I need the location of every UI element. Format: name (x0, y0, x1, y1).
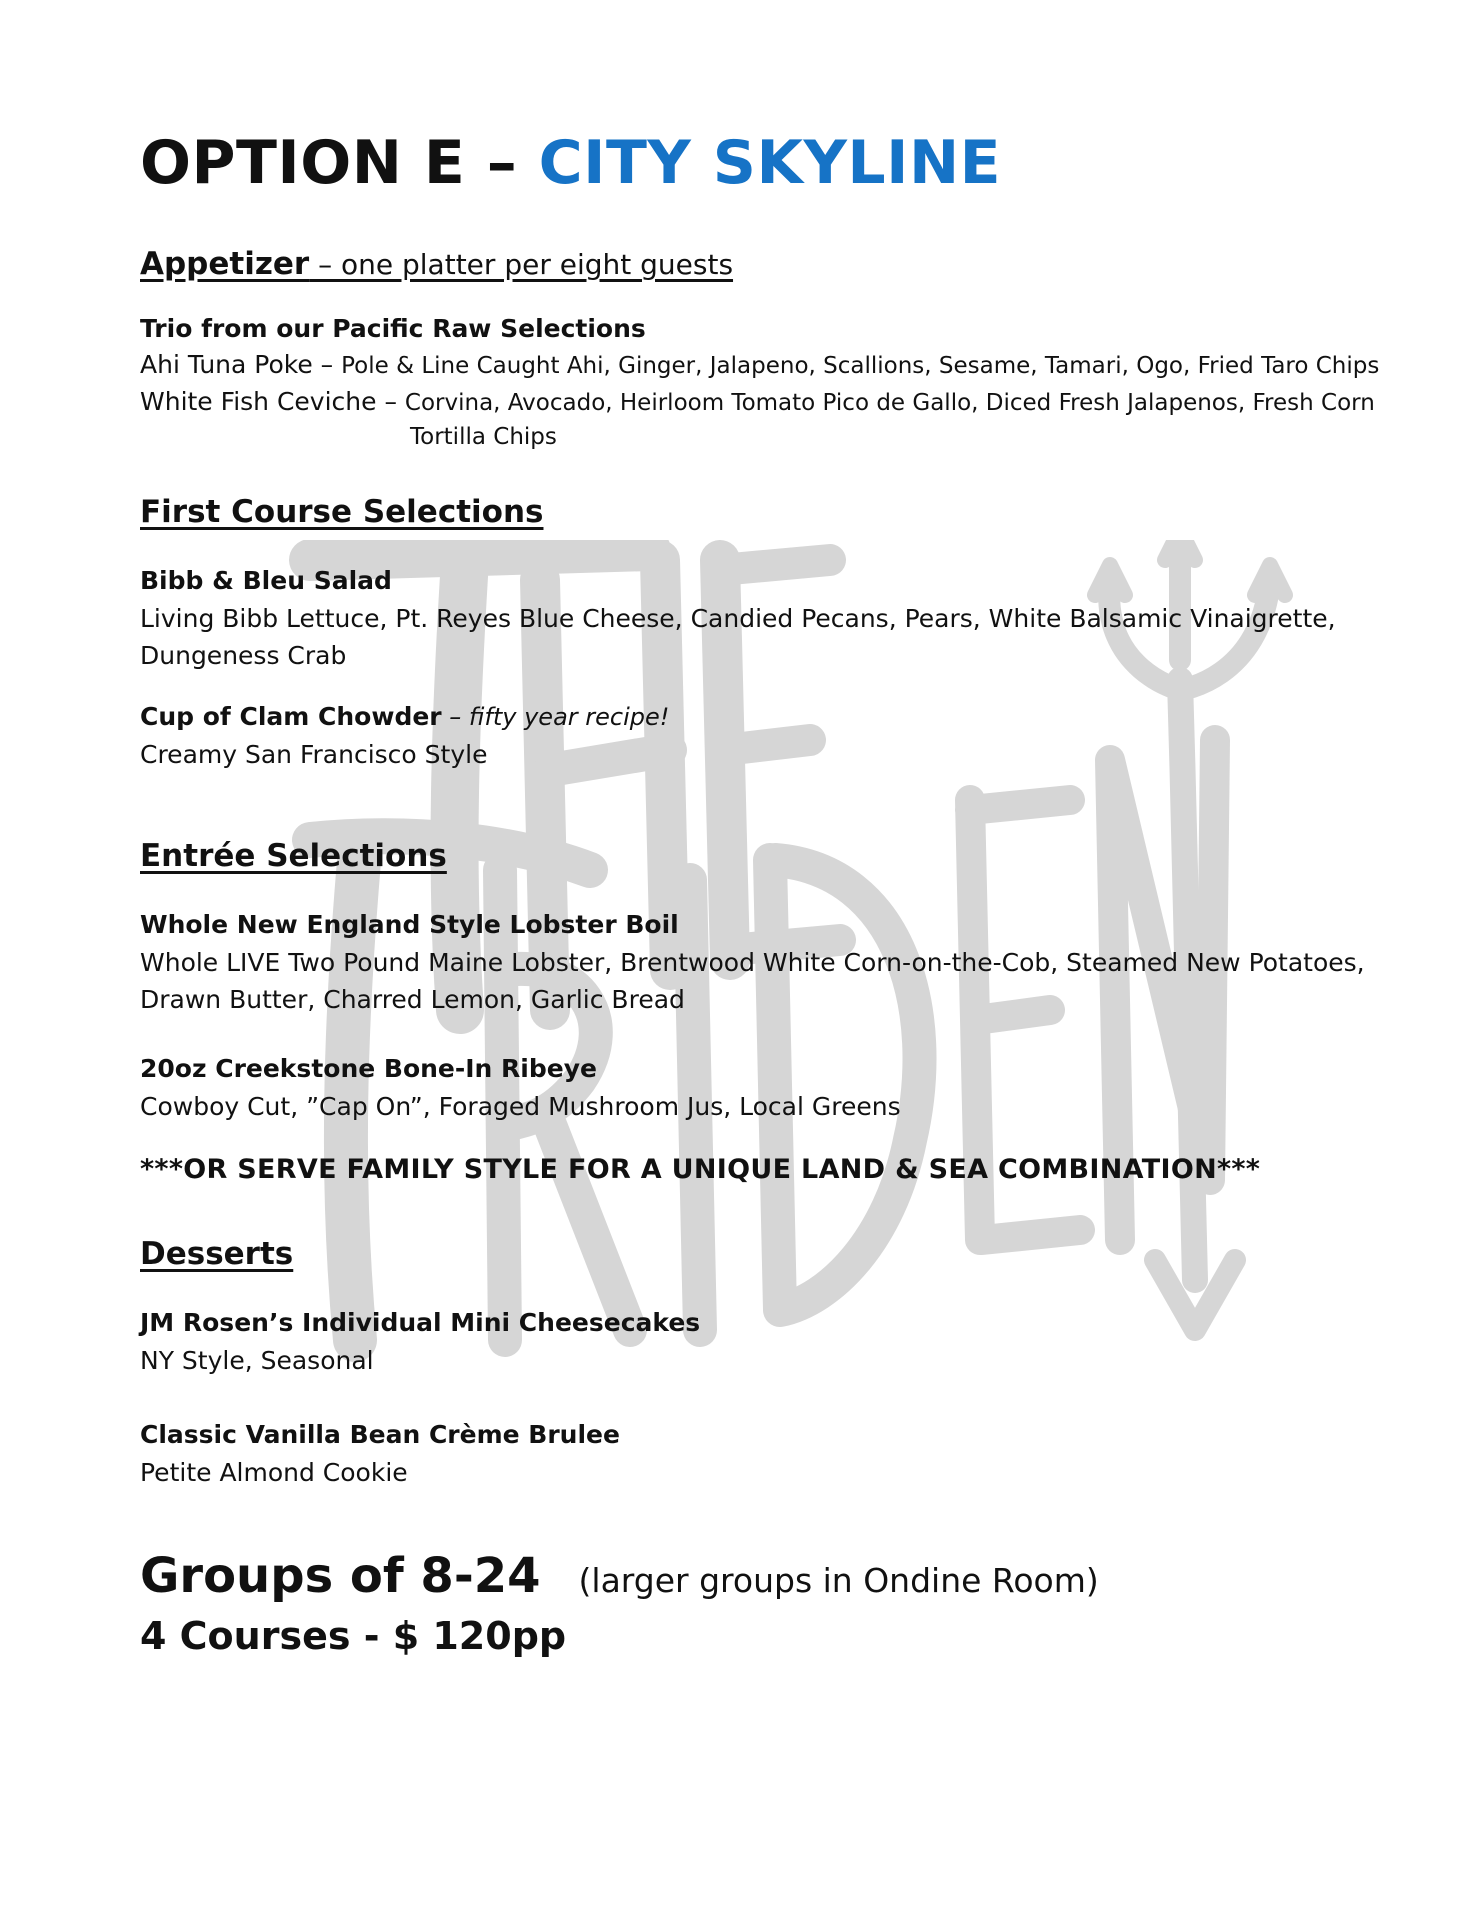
desserts-heading: Desserts (140, 1236, 294, 1272)
entree-heading: Entrée Selections (140, 838, 447, 874)
title-main: OPTION E – (140, 128, 539, 198)
groups-line (140, 1548, 1099, 1604)
appetizer-note: – one platter per eight guests (309, 248, 734, 281)
cheesecake-name: JM Rosen’s Individual Mini Cheesecakes (140, 1308, 701, 1337)
clam-chowder-desc: Creamy San Francisco Style (140, 740, 488, 769)
clam-chowder-name (140, 702, 669, 731)
creme-brulee-desc: Petite Almond Cookie (140, 1458, 408, 1487)
groups-label: Groups of 8-24 (140, 1548, 541, 1604)
appetizer-line-poke (140, 350, 1379, 379)
family-style-banner: ***OR SERVE FAMILY STYLE FOR A UNIQUE LAND & SEA COMBINATION*** (140, 1154, 1261, 1185)
ceviche-name: White Fish Ceviche – (140, 387, 405, 416)
poke-name: Ahi Tuna Poke – (140, 350, 342, 379)
appetizer-line-ceviche (140, 387, 1375, 416)
lobster-boil-name: Whole New England Style Lobster Boil (140, 910, 679, 939)
first-course-heading: First Course Selections (140, 494, 544, 530)
ceviche-desc-continued: Tortilla Chips (410, 424, 557, 450)
page-title (140, 128, 1001, 198)
clam-chowder-note: – fifty year recipe! (441, 703, 670, 731)
bibb-salad-desc: Living Bibb Lettuce, Pt. Reyes Blue Cheese, Candied Pecans, Pears, White Balsamic Vinaigrette, Dungeness Crab (140, 604, 1336, 670)
appetizer-heading-label: Appetizer (140, 246, 310, 282)
cheesecake-desc: NY Style, Seasonal (140, 1346, 374, 1375)
ceviche-desc: Corvina, Avocado, Heirloom Tomato Pico de Gallo, Diced Fresh Jalapenos, Fresh Corn (404, 390, 1375, 416)
lobster-boil-desc: Whole LIVE Two Pound Maine Lobster, Brentwood White Corn-on-the-Cob, Steamed New Potatoes, Drawn Butter, Charred Lemon, Garlic Bread (140, 948, 1365, 1014)
price-line: 4 Courses - $ 120pp (140, 1614, 567, 1658)
ribeye-name: 20oz Creekstone Bone-In Ribeye (140, 1054, 597, 1083)
appetizer-item-title: Trio from our Pacific Raw Selections (140, 314, 646, 343)
creme-brulee-name: Classic Vanilla Bean Crème Brulee (140, 1420, 620, 1449)
clam-chowder-label: Cup of Clam Chowder (140, 702, 442, 731)
bibb-salad-name: Bibb & Bleu Salad (140, 566, 392, 595)
title-accent: CITY SKYLINE (538, 128, 1002, 198)
appetizer-heading (140, 246, 733, 282)
ribeye-desc: Cowboy Cut, ”Cap On”, Foraged Mushroom Jus, Local Greens (140, 1092, 901, 1121)
poke-desc: Pole & Line Caught Ahi, Ginger, Jalapeno, Scallions, Sesame, Tamari, Ogo, Fried Taro Chips (341, 353, 1380, 379)
groups-note: (larger groups in Ondine Room) (578, 1561, 1099, 1600)
